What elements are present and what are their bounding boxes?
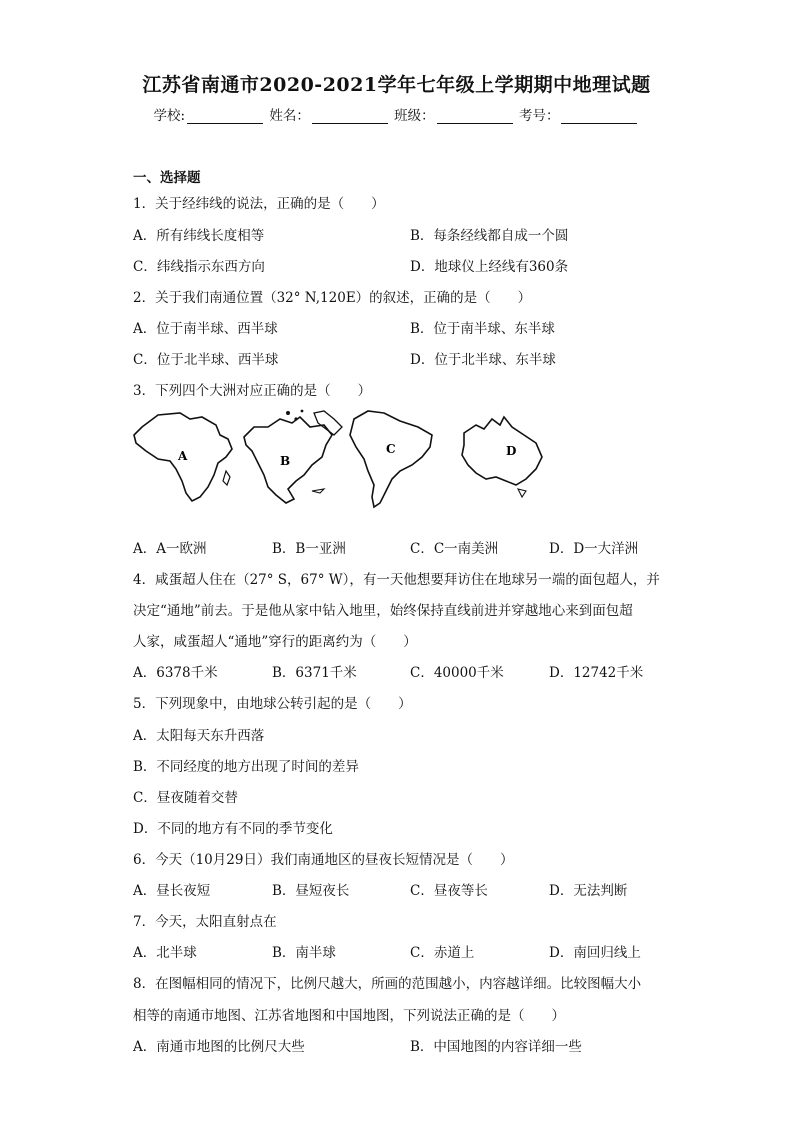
page-title: 江苏省南通市2020-2021学年七年级上学期期中地理试题: [142, 74, 651, 96]
number-blank[interactable]: [561, 109, 637, 124]
q7-stem: 7．今天，太阳直射点在: [133, 914, 277, 930]
q1-stem: 1．关于经纬线的说法，正确的是（ ）: [133, 196, 385, 212]
q4-stem-line1: 4．咸蛋超人住在（27° S，67° W），有一天他想要拜访住在地球另一端的面包超人，并: [133, 572, 660, 588]
q2-option-a: A．位于南半球、西半球: [133, 321, 278, 337]
continent-d-australia: [462, 417, 542, 497]
q4-stem-line2: 决定“通地”前去。于是他从家中钻入地里，始终保持直线前进并穿越地心来到面包超: [133, 603, 633, 619]
q3-option-b: B．B一亚洲: [272, 541, 346, 557]
name-label: 姓名：: [269, 108, 310, 124]
continent-outlines: [128, 405, 558, 510]
class-blank[interactable]: [437, 109, 513, 124]
q6-option-b: B．昼短夜长: [272, 883, 350, 899]
q6-option-a: A．昼长夜短: [133, 883, 211, 899]
continent-b-north-america: [244, 410, 342, 503]
q2-stem: 2．关于我们南通位置（32° N,120E）的叙述，正确的是（ ）: [133, 290, 532, 306]
q2-option-d: D．位于北半球、东半球: [410, 352, 556, 368]
q4-option-a: A．6378千米: [133, 665, 218, 681]
class-label: 班级：: [394, 108, 435, 124]
continent-label-b: B: [280, 454, 291, 468]
q7-option-b: B．南半球: [272, 945, 336, 961]
continent-label-c: C: [386, 442, 396, 456]
q3-option-c: C．C一南美洲: [410, 541, 499, 557]
q1-option-c: C．纬线指示东西方向: [133, 259, 265, 275]
q7-option-d: D．南回归线上: [549, 945, 641, 961]
q7-option-a: A．北半球: [133, 945, 197, 961]
q4-stem-line3: 人家，咸蛋超人“通地”穿行的距离约为（ ）: [133, 634, 417, 650]
student-info-line: [0, 104, 793, 124]
q5-option-d: D．不同的地方有不同的季节变化: [133, 821, 333, 837]
continent-label-a: A: [178, 449, 188, 463]
q6-stem: 6．今天（10月29日）我们南通地区的昼夜长短情况是（ ）: [133, 852, 514, 868]
q8-option-a: A．南通市地图的比例尺大些: [133, 1039, 305, 1055]
school-label: 学校:: [153, 108, 186, 124]
q2-option-c: C．位于北半球、西半球: [133, 352, 279, 368]
q6-option-c: C．昼夜等长: [410, 883, 488, 899]
number-label: 考号：: [518, 108, 560, 124]
q2-option-b: B．位于南半球、东半球: [410, 321, 555, 337]
continent-a-africa: [134, 413, 232, 501]
q4-option-c: C．40000千米: [410, 665, 504, 681]
q3-option-d: D．D一大洋洲: [549, 541, 639, 557]
q3-stem: 3．下列四个大洲对应正确的是（ ）: [133, 383, 372, 399]
continent-c-south-america: [350, 411, 432, 507]
q5-stem: 5．下列现象中，由地球公转引起的是（ ）: [133, 696, 412, 712]
q7-option-c: C．赤道上: [410, 945, 475, 961]
section-heading: 一、选择题: [133, 170, 201, 186]
q5-option-c: C．昼夜随着交替: [133, 790, 238, 806]
q1-option-d: D．地球仪上经线有360条: [410, 259, 569, 275]
q1-option-b: B．每条经线都自成一个圆: [410, 228, 569, 244]
q4-option-d: D．12742千米: [549, 665, 644, 681]
school-blank[interactable]: [187, 109, 263, 124]
q8-stem-line1: 8．在图幅相同的情况下，比例尺越大，所画的范围越小，内容越详细。比较图幅大小: [133, 976, 642, 992]
q3-option-a: A．A一欧洲: [133, 541, 207, 557]
q5-option-b: B．不同经度的地方出现了时间的差异: [133, 759, 359, 775]
continent-label-d: D: [506, 444, 517, 458]
q6-option-d: D．无法判断: [549, 883, 628, 899]
q8-option-b: B．中国地图的内容详细一些: [410, 1039, 582, 1055]
q5-option-a: A．太阳每天东升西落: [133, 728, 265, 744]
name-blank[interactable]: [312, 109, 388, 124]
q8-stem-line2: 相等的南通市地图、江苏省地图和中国地图，下列说法正确的是（ ）: [133, 1008, 565, 1024]
q4-option-b: B．6371千米: [272, 665, 357, 681]
q1-option-a: A．所有纬线长度相等: [133, 228, 265, 244]
